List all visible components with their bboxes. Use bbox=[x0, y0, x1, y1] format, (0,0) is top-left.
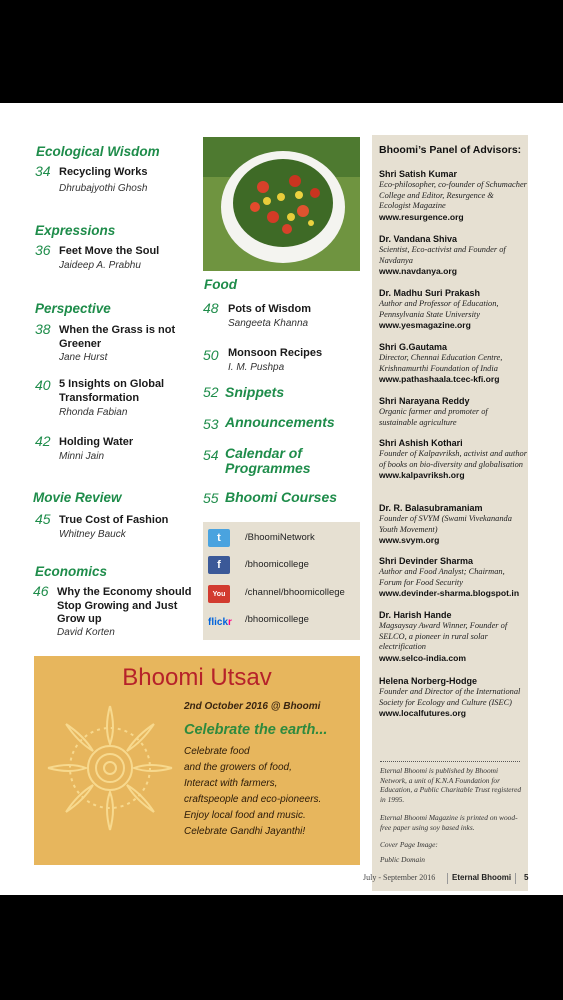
advisor-name: Shri Devinder Sharma bbox=[379, 556, 474, 566]
advisor-name: Dr. Harish Hande bbox=[379, 610, 452, 620]
sun-icon bbox=[40, 698, 180, 838]
advisor-name: Dr. Vandana Shiva bbox=[379, 234, 458, 244]
article-title[interactable]: 5 Insights on Global Transformation bbox=[59, 378, 165, 404]
publisher-note: Eternal Bhoomi is published by Bhoomi Network, a unit of K.N.A Foundation for Education, a Public Charitable Trust registered in 1995. bbox=[380, 766, 522, 804]
article-author: Sangeeta Khanna bbox=[228, 318, 309, 329]
article-title[interactable]: When the Grass is not Greener bbox=[59, 324, 176, 350]
advisor-desc: Founder of SVYM (Swami Vivekananda Youth Movement) bbox=[379, 514, 512, 534]
advisor-desc: Author and Professor of Education, Pennsylvania State University bbox=[379, 299, 499, 319]
advisor-desc: Eco-philosopher, co-founder of Schumacher College and Editor, Resurgence & Ecologist Magazine bbox=[379, 180, 527, 210]
article-title[interactable]: Bhoomi Courses bbox=[225, 489, 338, 505]
utsav-date: 2nd October 2016 @ Bhoomi bbox=[184, 701, 321, 712]
advisor-website[interactable]: www.localfutures.org bbox=[379, 708, 467, 718]
advisor-entry bbox=[379, 556, 527, 599]
footer-divider bbox=[447, 873, 448, 884]
advisor-entry bbox=[379, 288, 527, 331]
advisor-website[interactable]: www.kalpavriksh.org bbox=[379, 470, 465, 480]
youtube-icon: You bbox=[208, 585, 230, 603]
article-title[interactable]: Holding Water bbox=[59, 436, 134, 448]
article-title[interactable]: Snippets bbox=[225, 384, 285, 400]
article-title[interactable]: Calendar of Programmes bbox=[225, 445, 311, 476]
page-number: 36 bbox=[35, 242, 51, 258]
advisors-panel bbox=[372, 135, 528, 891]
printing-note: Eternal Bhoomi Magazine is printed on wood-free paper using soy based inks. bbox=[380, 813, 518, 832]
page-number: 55 bbox=[203, 490, 219, 506]
advisor-entry bbox=[379, 610, 527, 663]
advisor-entry bbox=[379, 169, 527, 222]
food-salad-photo bbox=[203, 137, 360, 271]
advisor-desc: Director, Chennai Education Centre, Krishnamurthi Foundation of India bbox=[379, 353, 503, 373]
advisors-title: Bhoomi’s Panel of Advisors: bbox=[379, 144, 522, 156]
advisor-entry bbox=[379, 438, 527, 481]
article-author: Jane Hurst bbox=[59, 352, 108, 363]
advisor-name: Shri Narayana Reddy bbox=[379, 396, 470, 406]
social-link-flickr[interactable] bbox=[208, 612, 232, 632]
page-number: 54 bbox=[203, 447, 219, 463]
page-number: 46 bbox=[33, 583, 49, 599]
panel-divider bbox=[380, 761, 520, 762]
advisor-entry bbox=[379, 396, 527, 428]
article-author: Dhrubajyothi Ghosh bbox=[59, 183, 148, 194]
bhoomi-utsav-box bbox=[34, 656, 360, 865]
twitter-handle[interactable]: /BhoomiNetwork bbox=[245, 532, 315, 543]
advisor-entry bbox=[379, 342, 527, 385]
page-number: 50 bbox=[203, 347, 219, 363]
article-author: Minni Jain bbox=[59, 451, 105, 462]
advisor-desc: Organic farmer and promoter of sustainable agriculture bbox=[379, 407, 488, 427]
article-author: Jaideep A. Prabhu bbox=[59, 260, 141, 271]
utsav-title: Bhoomi Utsav bbox=[122, 664, 272, 691]
article-title[interactable]: Feet Move the Soul bbox=[59, 245, 160, 257]
advisor-website[interactable]: www.navdanya.org bbox=[379, 266, 457, 276]
advisor-entry bbox=[379, 676, 527, 719]
footer-page-number: 5 bbox=[524, 873, 529, 882]
page-number: 38 bbox=[35, 321, 51, 337]
section-heading-food: Food bbox=[204, 277, 237, 292]
cover-credit-value: Public Domain bbox=[380, 855, 425, 864]
advisor-website[interactable]: www.selco-india.com bbox=[379, 652, 467, 663]
advisor-website[interactable]: www.resurgence.org bbox=[379, 211, 464, 222]
advisor-desc: Magsaysay Award Winner, Founder of SELCO, a pioneer in rural solar electrification bbox=[379, 621, 508, 651]
social-links-box bbox=[203, 522, 360, 640]
magazine-page bbox=[0, 103, 563, 895]
section-heading-perspective: Perspective bbox=[35, 301, 111, 316]
advisor-name: Shri Ashish Kothari bbox=[379, 438, 463, 448]
utsav-subtitle: Celebrate the earth... bbox=[184, 722, 328, 738]
utsav-line: Celebrate Gandhi Jayanthi! bbox=[184, 826, 306, 837]
article-author: Rhonda Fabian bbox=[59, 407, 128, 418]
advisor-desc: Founder and Director of the International Society for Ecology and Culture (ISEC) bbox=[379, 687, 521, 707]
advisor-name: Shri Satish Kumar bbox=[379, 169, 458, 179]
section-heading-economics: Economics bbox=[35, 564, 108, 579]
footer-magazine-name: Eternal Bhoomi bbox=[452, 873, 512, 882]
page-number: 53 bbox=[203, 416, 219, 432]
article-title[interactable]: Monsoon Recipes bbox=[228, 347, 323, 359]
utsav-line: Enjoy local food and music. bbox=[184, 810, 306, 821]
page-number: 34 bbox=[35, 163, 51, 179]
article-title[interactable]: True Cost of Fashion bbox=[59, 514, 169, 526]
twitter-icon: t bbox=[208, 529, 230, 547]
footer-divider bbox=[515, 873, 516, 884]
article-title[interactable]: Recycling Works bbox=[59, 166, 148, 178]
advisor-name: Helena Norberg-Hodge bbox=[379, 676, 478, 686]
social-link-youtube[interactable] bbox=[208, 584, 230, 604]
section-heading-expressions: Expressions bbox=[35, 223, 116, 238]
social-link-twitter[interactable] bbox=[208, 528, 230, 548]
advisor-name: Dr. Madhu Suri Prakash bbox=[379, 288, 481, 298]
utsav-line: craftspeople and eco-pioneers. bbox=[184, 794, 322, 805]
article-title[interactable]: Why the Economy should Stop Growing and Just Grow up bbox=[57, 586, 192, 625]
article-author: Whitney Bauck bbox=[59, 529, 126, 540]
advisor-desc: Founder of Kalpavriksh, activist and author of books on bio-diversity and globalisation bbox=[379, 449, 527, 469]
advisor-name: Shri G.Gautama bbox=[379, 342, 448, 352]
section-heading-movie-review: Movie Review bbox=[33, 490, 122, 505]
advisor-entry bbox=[379, 503, 527, 546]
youtube-handle[interactable]: /channel/bhoomicollege bbox=[245, 587, 345, 598]
page-number: 52 bbox=[203, 384, 219, 400]
advisor-desc: Scientist, Eco-activist and Founder of Navdanya bbox=[379, 245, 506, 265]
page-number: 42 bbox=[35, 433, 51, 449]
cover-credit-label: Cover Page Image: bbox=[380, 840, 438, 849]
article-title[interactable]: Pots of Wisdom bbox=[228, 303, 312, 315]
article-title[interactable]: Announcements bbox=[225, 414, 335, 430]
facebook-handle[interactable]: /bhoomicollege bbox=[245, 559, 309, 570]
article-author: David Korten bbox=[57, 627, 115, 638]
advisor-website[interactable]: www.svym.org bbox=[379, 535, 440, 545]
page-number: 45 bbox=[35, 511, 51, 527]
advisor-name: Dr. R. Balasubramaniam bbox=[379, 503, 483, 513]
footer-issue: July - September 2016 bbox=[363, 873, 436, 882]
social-link-facebook[interactable] bbox=[208, 555, 230, 575]
flickr-handle[interactable]: /bhoomicollege bbox=[245, 614, 309, 625]
utsav-line: and the growers of food, bbox=[184, 762, 292, 773]
flickr-icon: flickr bbox=[208, 616, 232, 628]
advisor-desc: Author and Food Analyst; Chairman, Forum for Food Security bbox=[379, 567, 505, 587]
advisor-website[interactable]: www.yesmagazine.org bbox=[379, 320, 471, 330]
utsav-line: Celebrate food bbox=[184, 746, 250, 757]
advisor-website[interactable]: www.devinder-sharma.blogspot.in bbox=[379, 588, 520, 598]
page-number: 48 bbox=[203, 300, 219, 316]
section-heading-ecological: Ecological Wisdom bbox=[36, 144, 160, 159]
utsav-line: Interact with farmers, bbox=[184, 778, 278, 789]
advisor-website[interactable]: www.pathashaala.tcec-kfi.org bbox=[379, 374, 500, 384]
article-author: I. M. Pushpa bbox=[228, 362, 285, 373]
advisor-entry bbox=[379, 234, 527, 277]
page-number: 40 bbox=[35, 377, 51, 393]
facebook-icon: f bbox=[208, 556, 230, 574]
